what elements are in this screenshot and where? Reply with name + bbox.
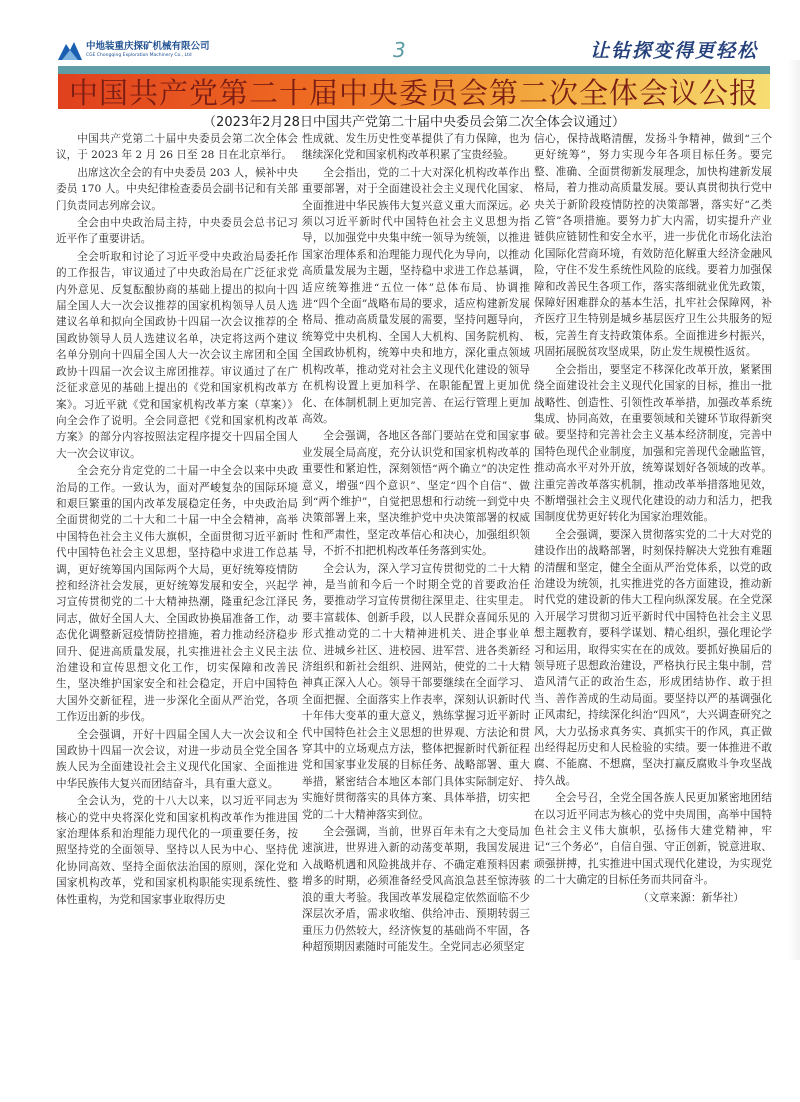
article-paragraph: 性成就、发生历史性变革提供了有力保障，也为继续深化党和国家机构改革积累了宝贵经验。	[302, 133, 530, 162]
article-column-1	[56, 131, 298, 909]
article-paragraph: 全会听取和讨论了习近平受中央政治局委托作的工作报告，审议通过了中央政治局在广泛征求党内外意见、反复酝酿协商的基础上提出的拟向十四届全国人大一次会议推荐的国家机构领导人员人选建议名单和拟向全国政协十四届一次会议推荐的全国政协领导人员人选建议名单，决定将这两个建议名单分别向十四届全国人大一次会议主席团和全国政协十四届一次会议主席团推荐。审议通过了在广泛征求意见的基础上提出的《党和国家机构改革方案》。习近平就《党和国家机构改革方案（草案）》向全会作了说明。全会同意把《党和国家机构改革方案》的部分内容按照法定程序提交十四届全国人大一次会议审议。	[56, 250, 298, 460]
article-source: （文章来源：新华社）	[638, 891, 744, 904]
article-paragraph: 出席这次全会的有中央委员 203 人，候补中央委员 170 人。中央纪律检查委员会副书记和有关部门负责同志列席会议。	[56, 166, 298, 212]
article-paragraph: 全会指出，要坚定不移深化改革开放，紧紧围绕全面建设社会主义现代化国家的目标，推出一批战略性、创造性、引领性改革举措，加强改革系统集成、协同高效，在重要领域和关键环节取得新突破。要坚持和完善社会主义基本经济制度，完善中国特色现代企业制度，加强和完善现代金融监管，推动高水平对外开放，统筹谋划好各领域的改革。注重完善改革落实机制，推动改革举措落地见效，不断增强社会主义现代化建设的动力和活力，把我国制度优势更好转化为国家治理效能。	[534, 363, 772, 524]
title-banner	[58, 74, 770, 109]
article-paragraph: 全会强调，各地区各部门要站在党和国家事业发展全局高度，充分认识党和国家机构改革的重要性和紧迫性，深刻领悟“两个确立”的决定性意义，增强“四个意识”、坚定“四个自信”、做到“两个维护”，自觉把思想和行动统一到党中央决策部署上来，坚决维护党中央决策部署的权威性和严肃性，坚定改革信心和决心，加强组织领导，不折不扣把机构改革任务落到实处。	[302, 430, 530, 558]
article-subtitle: （2023年2月28日中国共产党第二十届中央委员会第二次全体会议通过）	[203, 115, 625, 130]
article-paragraph: 全会强调，开好十四届全国人大一次会议和全国政协十四届一次会议，对进一步动员全党全国各族人民为全面建设社会主义现代化国家、全面推进中华民族伟大复兴而团结奋斗，具有重大意义。	[56, 728, 298, 790]
mountain-logo-icon	[58, 40, 82, 60]
article-column-3	[534, 131, 772, 907]
article-paragraph: 信心，保持战略清醒，发扬斗争精神，做到“三个更好统筹”，努力实现今年各项目标任务。要完整、准确、全面贯彻新发展理念，加快构建新发展格局，着力推动高质量发展。要认真贯彻执行党中央关于新阶段疫情防控的决策部署，落实好“乙类乙管”各项措施。要努力扩大内需，切实提升产业链供应链韧性和安全水平，进一步优化市场化法治化国际化营商环境，有效防范化解重大经济金融风险，守住不发生系统性风险的底线。要着力加强保障和改善民生各项工作，落实落细就业优先政策，保障好困难群众的基本生活，扎牢社会保障网，补齐医疗卫生特别是城乡基层医疗卫生公共服务的短板，完善生育支持政策体系。全面推进乡村振兴，巩固拓展脱贫攻坚成果，防止发生规模性返贫。	[534, 133, 772, 359]
article-paragraph: 全会强调，当前，世界百年未有之大变局加速演进，世界进入新的动荡变革期，我国发展进入战略机遇和风险挑战并存、不确定难预料因素增多的时期，必须准备经受风高浪急甚至惊涛骇浪的重大考验。我国改革发展稳定依然面临不少深层次矛盾，需求收缩、供给冲击、预期转弱三重压力仍然较大，经济恢复的基础尚不牢固，各种超预期因素随时可能发生。全党同志必须坚定	[302, 826, 530, 953]
page-header	[58, 38, 770, 66]
page-number: 3	[393, 38, 406, 62]
adjacent-page-edge	[788, 60, 800, 960]
article-paragraph: 全会指出，党的二十大对深化机构改革作出重要部署，对于全面建设社会主义现代化国家、全面推进中华民族伟大复兴意义重大而深远。必须以习近平新时代中国特色社会主义思想为指导，以加强党中央集中统一领导为统领，以推进国家治理体系和治理能力现代化为导向，以推动高质量发展为主题，坚持稳中求进工作总基调，适应统筹推进“五位一体”总体布局、协调推进“四个全面”战略布局的要求，适应构建新发展格局、推动高质量发展的需要，坚持问题导向，统筹党中央机构、全国人大机构、国务院机构、全国政协机构，统筹中央和地方，深化重点领域机构改革，推动党对社会主义现代化建设的领导在机构设置上更加科学、在职能配置上更加优化、在体制机制上更加完善、在运行管理上更加高效。	[302, 166, 530, 425]
company-name-cn: 中地装重庆探矿机械有限公司	[86, 41, 210, 52]
article-paragraph: 中国共产党第二十届中央委员会第二次全体会议，于 2023 年 2 月 26 日至 28 日在北京举行。	[56, 133, 298, 162]
article-paragraph: 全会认为，深入学习宣传贯彻党的二十大精神，是当前和今后一个时期全党的首要政治任务，要推动学习宣传贯彻往深里走、往实里走。要丰富载体、创新手段，以人民群众喜闻乐见的形式推动党的二十大精神进机关、进企事业单位、进城乡社区、进校园、进军营、进各类新经济组织和新社会组织、进网站，使党的二十大精神真正深入人心。领导干部要继续在全面学习、全面把握、全面落实上作表率，深刻认识新时代十年伟大变革的重大意义，熟练掌握习近平新时代中国特色社会主义思想的世界观、方法论和贯穿其中的立场观点方法，整体把握新时代新征程党和国家事业发展的目标任务、战略部署、重大举措，紧密结合本地区本部门具体实际制定好、实施好贯彻落实的具体方案、具体举措，切实把党的二十大精神落实到位。	[302, 562, 530, 821]
article-paragraph: 全会充分肯定党的二十届一中全会以来中央政治局的工作。一致认为，面对严峻复杂的国际环境和艰巨繁重的国内改革发展稳定任务，中央政治局全面贯彻党的二十大和二十届一中全会精神，高举中国特色社会主义伟大旗帜，全面贯彻习近平新时代中国特色社会主义思想，坚持稳中求进工作总基调，更好统筹国内国际两个大局，更好统筹疫情防控和经济社会发展，更好统筹发展和安全，兴起学习宣传贯彻党的二十大精神热潮，隆重纪念江泽民同志，做好全国人大、全国政协换届准备工作，动态优化调整新冠疫情防控措施，着力推动经济稳步回升、促进高质量发展，扎实推进社会主义民主法治建设和宣传思想文化工作，切实保障和改善民生，坚决维护国家安全和社会稳定，开启中国特色大国外交新征程，进一步深化全面从严治党，各项工作迈出新的步伐。	[56, 465, 298, 724]
slogan: 让钻探变得更轻松	[589, 40, 758, 62]
company-name-en: CGE Chongqing Exploration Machinery Co., Ltd	[86, 52, 192, 58]
article-column-2	[302, 131, 530, 956]
article-title: 中国共产党第二十届中央委员会第二次全体会议公报	[68, 76, 759, 110]
article-paragraph: 全会强调，要深入贯彻落实党的二十大对党的建设作出的战略部署，时刻保持解决大党独有难题的清醒和坚定，健全全面从严治党体系，以党的政治建设为统领，扎实推进党的各方面建设，推动新时代党的建设新的伟大工程向纵深发展。在全党深入开展学习贯彻习近平新时代中国特色社会主义思想主题教育，要科学谋划、精心组织，强化理论学习和运用，取得实实在在的成效。要抓好换届后的领导班子思想政治建设，严格执行民主集中制，营造风清气正的政治生态，形成团结协作、敢于担当、善作善成的生动局面。要坚持以严的基调强化正风肃纪，持续深化纠治“四风”，大兴调查研究之风，大力弘扬求真务实、真抓实干的作风，真正做出经得起历史和人民检验的实绩。要一体推进不敢腐、不能腐、不想腐，坚决打赢反腐败斗争攻坚战持久战。	[534, 528, 772, 787]
company-logo	[58, 40, 210, 60]
article-paragraph: 全会由中央政治局主持，中央委员会总书记习近平作了重要讲话。	[56, 217, 298, 246]
article-paragraph: 全会认为，党的十八大以来，以习近平同志为核心的党中央将深化党和国家机构改革作为推进国家治理体系和治理能力现代化的一项重要任务，按照坚持党的全面领导、坚持以人民为中心、坚持优化协同高效、坚持全面依法治国的原则，深化党和国家机构改革，党和国家机构职能实现系统性、整体性重构，为党和国家事业取得历史	[56, 795, 298, 906]
article-paragraph: 全会号召，全党全国各族人民更加紧密地团结在以习近平同志为核心的党中央周围，高举中国特色社会主义伟大旗帜，弘扬伟大建党精神，牢记“三个务必”，自信自强、守正创新，锐意进取、顽强拼搏，扎实推进中国式现代化建设，为实现党的二十大确定的目标任务而共同奋斗。	[534, 792, 772, 887]
